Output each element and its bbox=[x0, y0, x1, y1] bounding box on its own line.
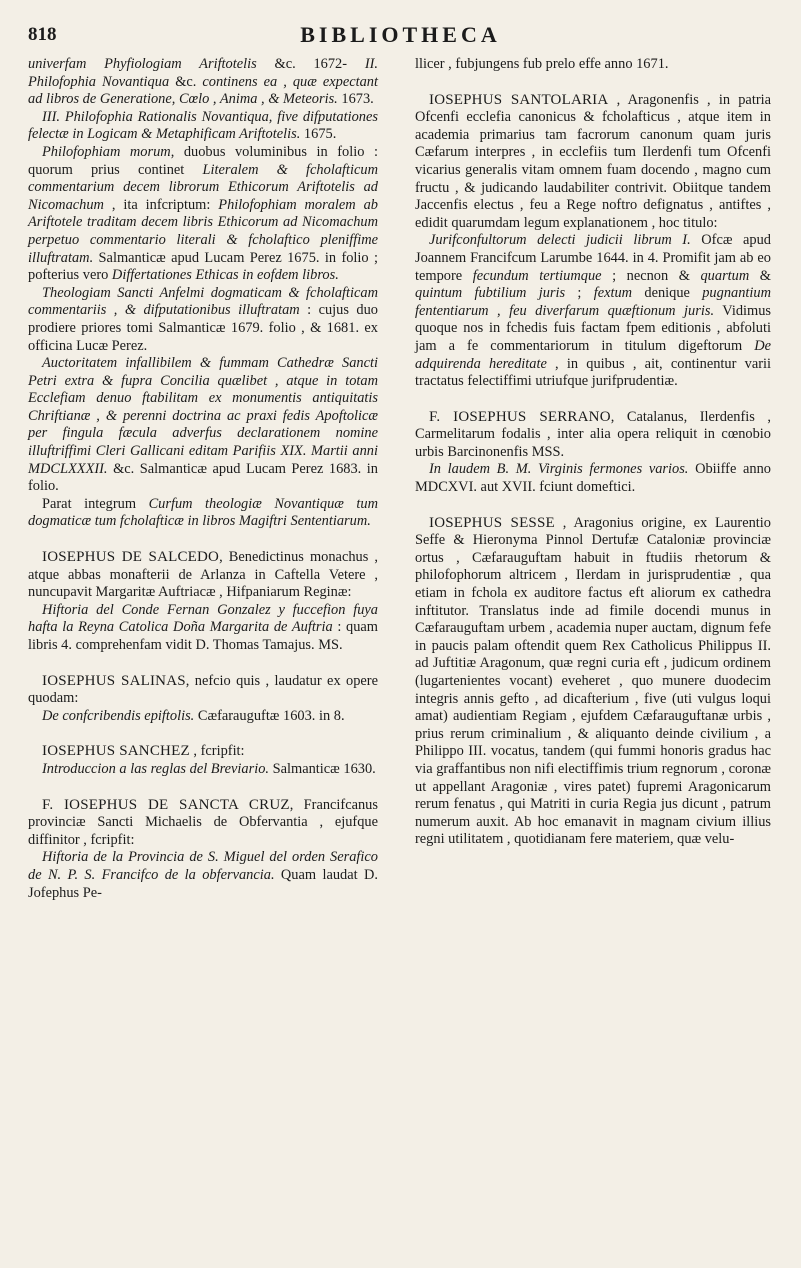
running-title: BIBLIOTHECA bbox=[300, 22, 501, 47]
catalog-entry: IOSEPHUS SESSE , Aragonius origine, ex Laurentio Seffe & Hieronyma Pinnol Dertufæ Cataloniæ provinciæ ortus , Cæfarauguftam habuit in ftudiis rhetorum & philofophorum altricem , Ilerdam in jurisprudentiæ , qua etiam in fchola ex auditore factus eft aliorum ex cathedra inftitutor. Translatus inde ad fimile docendi munus in Cæfarauguftam urbem , academia nuper auctam, dignum fefe in paucis palam oftendit quem Rex Catholicus Philippus II. ad Juftitiæ Aragonum, quæ regni curia eft , judicum ordinem (lugartenientes vocant) eveheret , quo munere duodecim integris annis gefto , ad dicafterium , five (uti vulgus loqui amat) audientiam Regiam , ejufdem Cæfarauguftanæ urbis , prius rerum criminalium , & aliquanto deinde civilium , a Philippo III. vocatus, tandem (qui fummi honoris gradus hac via graffantibus non nifi electiffimis trium regnorum , coronæ ut appellant Aragoniæ , vires patet) fupremi Aragonicarum rerum fenatus , qui Matriti in curia Regia jus dicunt , patrum numerum auxit. Ab hoc emanavit in magnam civium illius regni utilitatem , quotidianam fere materiem, quæ velu- bbox=[415, 514, 771, 848]
paragraph: Parat integrum Curfum theologiæ Novantiquæ tum dogmaticæ tum fcholafticæ in libros Magiftri Sententiarum. bbox=[28, 495, 378, 530]
continued-text: llicer , fubjungens fub prelo effe anno 1671. bbox=[415, 56, 669, 72]
paragraph: Jurifconfultorum delecti judicii librum I. Ofcæ apud Joannem Francifcum Larumbe 1644. in 4. Promifit jam ab eo tempore fecundum tertiumque ; necnon & quartum & quintum fubtilium juris ; fextum denique pugnantium fententiarum , feu diverfarum quæftionum juris. Vidimus quoque nos in fchedis fuis factam fpem editionis , abfoluti jam a fe commentariorum in titulum digeftorum De adquirenda hereditate , in quibus , ait, continentur varii tractatus felectiffimi utriufque jurifprudentiæ. bbox=[415, 232, 772, 390]
left-column bbox=[28, 56, 378, 902]
page-number: 818 bbox=[28, 24, 57, 45]
paragraph: De confcribendis epiftolis. Cæfarauguftæ 1603. in 8. bbox=[42, 707, 345, 724]
catalog-entry: IOSEPHUS DE SALCEDO, Benedictinus monachus , atque abbas monafterii de Arlanza in Caftella Vetere , nuncupavit Margaritæ Auftriacæ , Hifpaniarum Reginæ: bbox=[28, 549, 378, 601]
catalog-entry: F. IOSEPHUS DE SANCTA CRUZ, Francifcanus provinciæ Sancti Michaelis de Obfervantia , ejufque diffinitor , fcripfit: bbox=[28, 796, 378, 848]
paragraph: Auctoritatem infallibilem & fummam Cathedræ Sancti Petri extra & fupra Concilia quælibet , atque in totam Ecclefiam denuo ftabilitam ex monumentis antiquitatis Chriftianæ , & perenni doctrina ac praxi fedis Apoftolicæ per fingula fæcula adverfus declarationem nomine illuftriffimi Cleri Gallicani editam Parifiis XIX. Martii anni MDCLXXXII. &c. Salmanticæ apud Lucam Perez 1683. in folio. bbox=[28, 355, 378, 495]
continued-text: univerfam Phyfiologiam Ariftotelis &c. 1672- II. Philofophia Novantiqua &c. continens ea , quæ expectant ad libros de Generatione, Cœlo , Anima , & Meteoris. 1673. bbox=[28, 56, 379, 108]
paragraph: Philofophiam morum, duobus voluminibus in folio : quorum prius continet Literalem & fcholafticum commentarium decem librorum Ethicorum Ariftotelis ad Nicomachum , ita infcriptum: Philofophiam moralem ab Ariftotele traditam decem libris Ethicorum ad Nicomachum perpetuo commentario literali & fcholaftico pleniffime illuftratam. Salmanticæ apud Lucam Perez 1675. in folio ; pofterius vero Differtationes Ethicas in eofdem libros. bbox=[28, 143, 378, 284]
paragraph: Hiftoria de la Provincia de S. Miguel del orden Serafico de N. P. S. Francifco de la obfervancia. Quam laudat D. Jofephus Pe- bbox=[28, 849, 378, 901]
paragraph: III. Philofophia Rationalis Novantiqua, five difputationes felectæ in Logicam & Metaphificam Ariftotelis. 1675. bbox=[28, 108, 378, 143]
catalog-entry: IOSEPHUS SALINAS, nefcio quis , laudatur ex opere quodam: bbox=[28, 672, 378, 707]
paragraph: Hiftoria del Conde Fernan Gonzalez y fuccefion fuya hafta la Reyna Catolica Doña Margarita de Auftria : quam libris 4. comprehenfam vidit D. Thomas Tamajus. MS. bbox=[28, 601, 378, 653]
right-column bbox=[415, 56, 771, 849]
catalog-entry: IOSEPHUS SANTOLARIA , Aragonenfis , in patria Ofcenfi ecclefia canonicus & fcholafticus , atque item in academia primarius tam facrorum canonum quam juris Cæfarum interpres , in ecclefiis tum Ilerdenfi tum Ofcenfi vicarius generalis vitam omnem fuam docendo , magno cum fructu , & judicando laudabiliter contrivit. Obiitque tandem Jaccenfis electus , feu a Rege noftro defignatus , antiftes , edidit quarumdam legum explanationem , hoc titulo: bbox=[415, 91, 771, 231]
paragraph: Theologiam Sancti Anfelmi dogmaticam & fcholafticam commentariis , & difputationibus illuftratam : cujus duo prodiere priores tomi Salmanticæ 1679. folio , & 1681. ex officina Lucæ Perez. bbox=[28, 284, 378, 354]
catalog-entry: F. IOSEPHUS SERRANO, Catalanus, Ilerdenfis , Carmelitarum fodalis , inter alia opera reliquit in cœnobio urbis Barcinonenfis MSS. bbox=[415, 408, 771, 460]
paragraph: Introduccion a las reglas del Breviario. Salmanticæ 1630. bbox=[42, 760, 376, 777]
catalog-entry: IOSEPHUS SANCHEZ , fcripfit: bbox=[42, 743, 245, 760]
paragraph: In laudem B. M. Virginis fermones varios. Obiiffe anno MDCXVI. aut XVII. fciunt domeftici. bbox=[415, 461, 771, 496]
page-header bbox=[28, 20, 773, 50]
